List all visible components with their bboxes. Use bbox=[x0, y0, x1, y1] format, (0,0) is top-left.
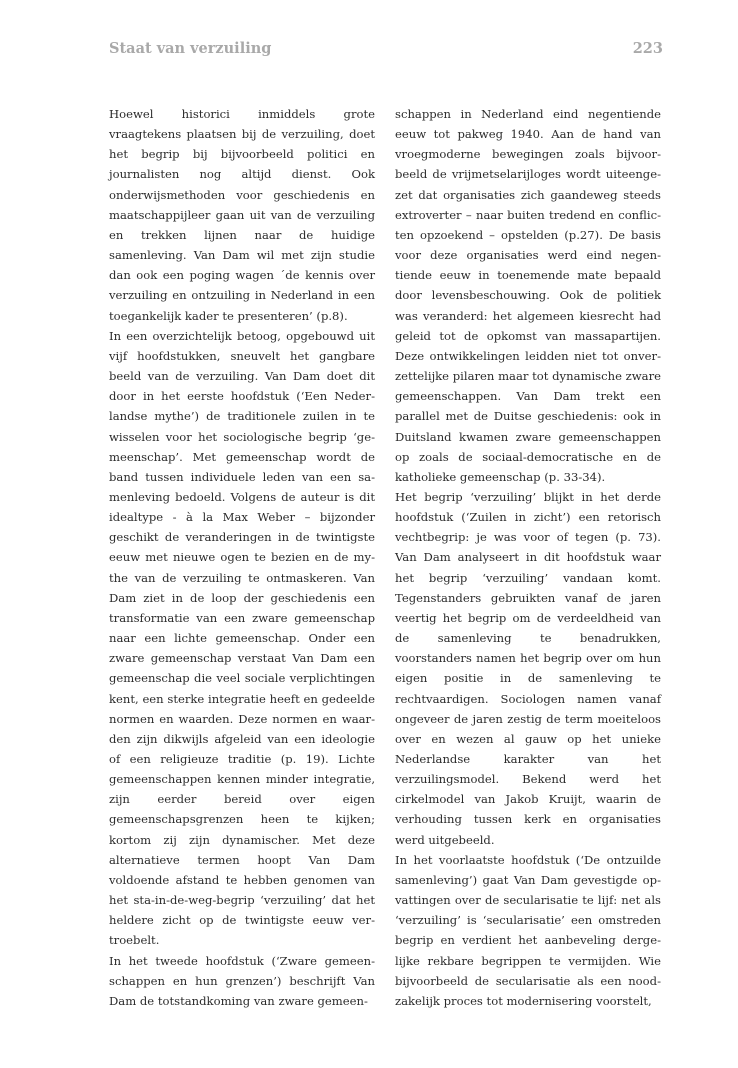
running-title: Staat van verzuiling bbox=[109, 40, 272, 57]
paragraph: In het voorlaatste hoofdstuk (‘De ontzuilde samenleving’) gaat Van Dam gevestigde opvattingen over de secularisatie te lijf: net als ‘verzuiling’ is ‘secularisatie’ een omstreden begrip en verdient het aanbeveling dergelijke rekbare begrippen te vermijden. Wie bijvoorbeeld de secularisatie als een noodzakelijk proces tot modernisering voorstelt, bbox=[395, 852, 661, 1008]
right-column bbox=[395, 104, 661, 1011]
running-header bbox=[109, 40, 663, 57]
paragraph: schappen in Nederland eind negentiende eeuw tot pakweg 1940. Aan de hand van vroegmoderne bewegingen zoals bijvoorbeeld de vrijmetselarijloges wordt uiteengezet dat organisaties zich gaandeweg steeds extroverter – naar buiten tredend en conflicten opzoekend – opstelden (p.27). De basis voor deze organisaties werd eind negentiende eeuw in toenemende mate bepaald door levensbeschouwing. Ook de politiek was veranderd: het algemeen kiesrecht had geleid tot de opkomst van massapartijen. Deze ontwikkelingen leidden niet tot onverzettelijke pilaren maar tot dynamische zware gemeenschappen. Van Dam trekt een parallel met de Duitse geschiedenis: ook in Duitsland kwamen zware gemeenschappen op zoals de sociaal-democratische en de katholieke gemeenschap (p. 33-34). bbox=[395, 107, 661, 484]
paragraph: Het begrip ‘verzuiling’ blijkt in het derde hoofdstuk (‘Zuilen in zicht’) een retorisch vechtbegrip: je was voor of tegen (p. 73). Van Dam analyseert in dit hoofdstuk waar het begrip ‘verzuiling’ vandaan komt. Tegenstanders gebruikten vanaf de jaren veertig het begrip om de verdeeldheid van de samenleving te benadrukken, voorstanders namen het begrip over om hun eigen positie in de samenleving te rechtvaardigen. Sociologen namen vanaf ongeveer de jaren zestig de term moeiteloos over en wezen al gauw op het unieke Nederlandse karakter van het verzuilingsmodel. Bekend werd het cirkelmodel van Jakob Kruijt, waarin de verhouding tussen kerk en organisaties werd uitgebeeld. bbox=[395, 489, 661, 847]
text-columns bbox=[109, 104, 661, 1011]
paragraph: In een overzichtelijk betoog, opgebouwd uit vijf hoofdstukken, sneuvelt het gangbare beeld van de verzuiling. Van Dam doet dit door in het eerste hoofdstuk (‘Een Nederlandse mythe’) de traditionele zuilen in te wisselen voor het sociologische begrip ‘gemeenschap’. Met gemeenschap wordt de band tussen individuele leden van een samenleving bedoeld. Volgens de auteur is dit idealtype - à la Max Weber – bijzonder geschikt de veranderingen in de twintigste eeuw met nieuwe ogen te bezien en de mythe van de verzuiling te ontmaskeren. Van Dam ziet in de loop der geschiedenis een transformatie van een zware gemeenschap naar een lichte gemeenschap. Onder een zware gemeenschap verstaat Van Dam een gemeenschap die veel sociale verplichtingen kent, een sterke integratie heeft en gedeelde normen en waarden. Deze normen en waarden zijn dikwijls afgeleid van een ideologie of een religieuze traditie (p. 19). Lichte gemeenschappen kennen minder integratie, zijn eerder bereid over eigen gemeenschapsgrenzen heen te kijken; kortom zij zijn dynamischer. Met deze alternatieve termen hoopt Van Dam voldoende afstand te hebben genomen van het sta-in-de-weg-begrip ‘verzuiling’ dat het heldere zicht op de twintigste eeuw vertroebelt. bbox=[109, 328, 375, 948]
paragraph: In het tweede hoofdstuk (‘Zware gemeenschappen en hun grenzen’) beschrijft Van Dam de totstandkoming van zware gemeen- bbox=[109, 953, 375, 1008]
paragraph: Hoewel historici inmiddels grote vraagtekens plaatsen bij de verzuiling, doet het begrip bij bijvoorbeeld politici en journalisten nog altijd dienst. Ook onderwijsmethoden voor geschiedenis en maatschappijleer gaan uit van de verzuiling en trekken lijnen naar de huidige samenleving. Van Dam wil met zijn studie dan ook een poging wagen ´de kennis over verzuiling en ontzuiling in Nederland in een toegankelijk kader te presenteren’ (p.8). bbox=[109, 107, 375, 323]
page-number: 223 bbox=[632, 40, 663, 57]
left-column bbox=[109, 104, 375, 1011]
